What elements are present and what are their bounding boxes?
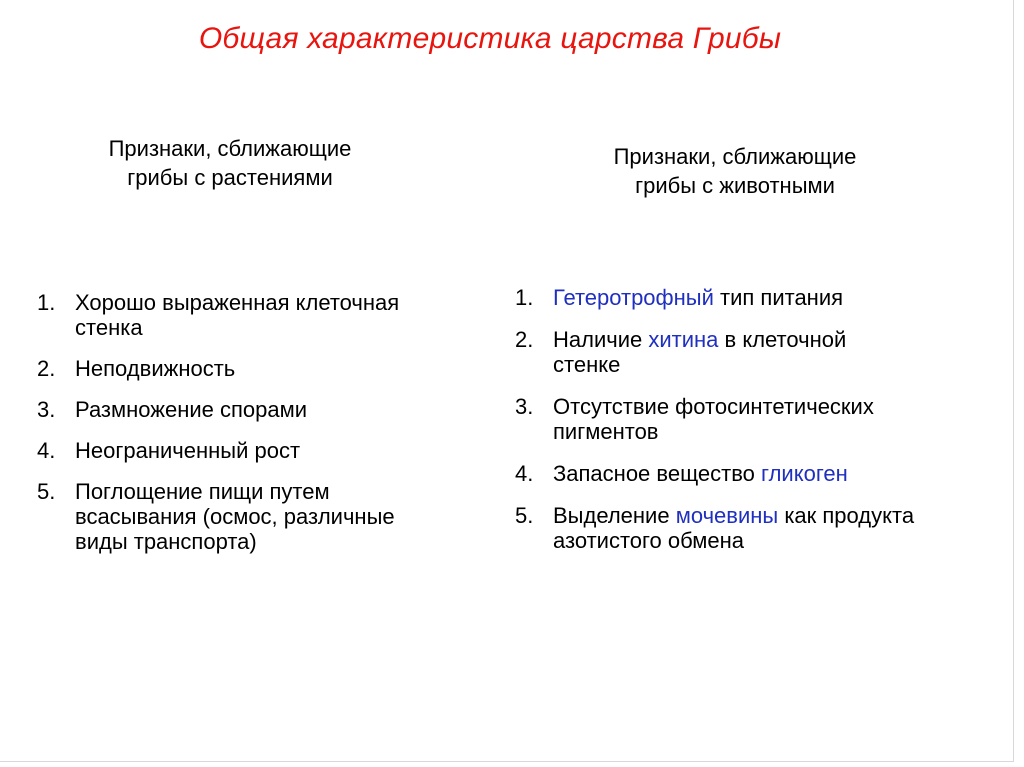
item-line: Размножение спорами [75,397,308,422]
item-number: 4. [515,461,534,486]
plant-traits-list [37,290,477,570]
list-item [515,285,995,310]
heading-line: Признаки, сближающие [108,136,352,161]
item-line [553,327,995,352]
item-text-plain: Наличие [553,327,649,352]
item-number: 3. [37,397,56,422]
list-item [37,438,477,463]
item-number: 1. [37,290,56,315]
item-text-plain: Запасное вещество [553,461,762,486]
list-item [515,503,995,553]
animal-traits-list [515,285,995,570]
item-number: 1. [515,285,534,310]
item-text-plain: Отсутствие фотосинтетических [553,394,874,419]
item-text-plain: как продукта [778,503,915,528]
heading-line: грибы с растениями [127,165,333,190]
item-text [75,397,477,422]
item-line: стенке [553,352,621,377]
item-line: стенка [75,315,143,340]
heading-line: грибы с животными [635,173,835,198]
item-text [75,438,477,463]
item-line [553,461,995,486]
item-line: Неограниченный рост [75,438,301,463]
highlighted-term: Гетеротрофный [553,285,714,310]
left-column-heading [50,134,410,192]
item-text [75,356,477,381]
slide-title: Общая характеристика царства Грибы [198,22,782,55]
item-line [553,394,995,419]
item-line: пигментов [553,419,659,444]
item-line [553,285,995,310]
item-number: 5. [515,503,534,528]
item-text-plain: Выделение [553,503,676,528]
item-line: Хорошо выраженная клеточная [75,290,400,315]
item-line: азотистого обмена [553,528,744,553]
item-text [553,327,995,377]
list-item [37,356,477,381]
highlighted-term: хитина [648,327,719,352]
highlighted-term: мочевины [675,503,779,528]
item-text-plain: тип питания [713,285,844,310]
item-text [553,503,995,553]
item-number: 2. [515,327,534,352]
item-text [553,461,995,486]
item-line: Неподвижность [75,356,236,381]
item-number: 4. [37,438,56,463]
item-text [553,285,995,310]
heading-line: Признаки, сближающие [613,144,857,169]
list-item [515,327,995,377]
item-number: 5. [37,479,56,504]
right-column-heading [555,142,915,200]
item-text [75,479,477,554]
item-line: всасывания (осмос, различные [75,504,395,529]
list-item [515,461,995,486]
item-text [553,394,995,444]
highlighted-term: гликоген [761,461,848,486]
list-item [37,479,477,554]
list-item [515,394,995,444]
item-number: 2. [37,356,56,381]
item-number: 3. [515,394,534,419]
list-item [37,397,477,422]
item-text-plain: в клеточной [718,327,847,352]
item-text [75,290,477,340]
item-line [553,503,995,528]
list-item [37,290,477,340]
item-line: виды транспорта) [75,529,257,554]
item-line: Поглощение пищи путем [75,479,330,504]
